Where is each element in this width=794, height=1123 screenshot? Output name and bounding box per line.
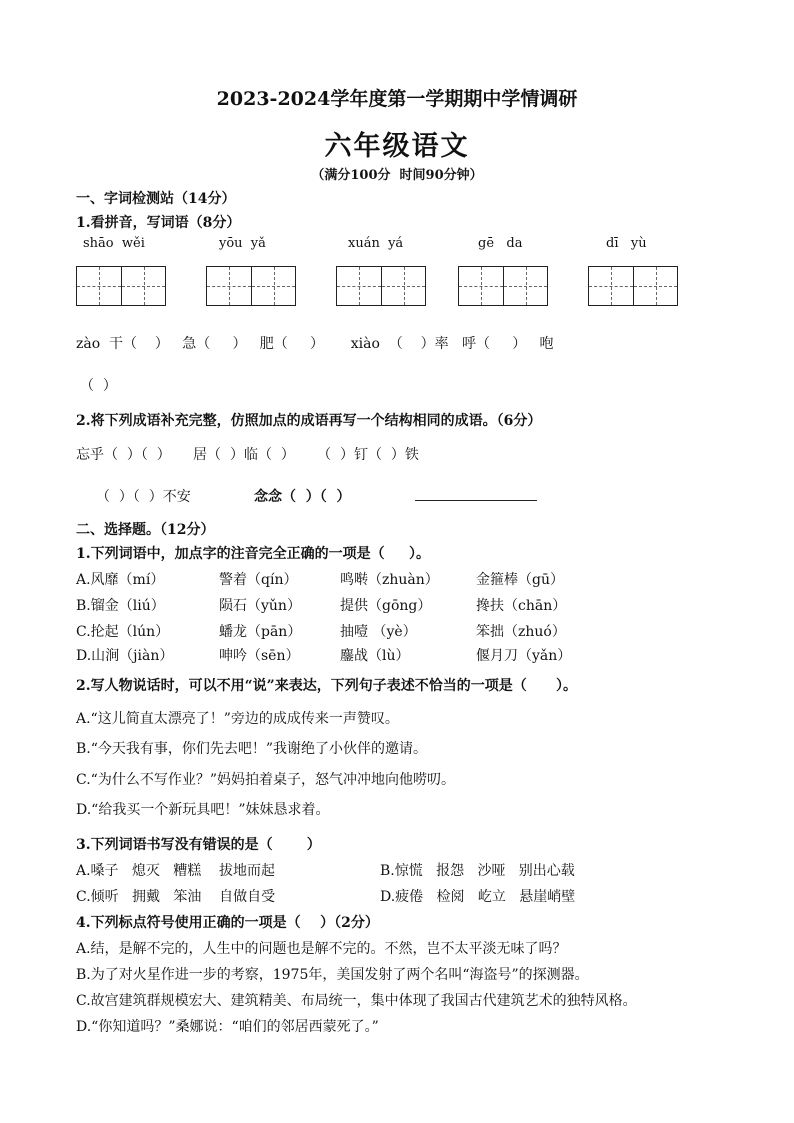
question-2-1-prompt: 1.下列词语中，加点字的注音完全正确的一项是（ ）。 <box>76 546 430 562</box>
polyphone-line-continued: （ ） <box>80 378 117 394</box>
question-2-3-prompt: 3.下列词语书写没有错误的是（ ） <box>76 837 321 853</box>
option-a-col4: 金箍棒（gū） <box>476 572 564 588</box>
option-a-col1: A.风靡（mí） <box>76 572 165 588</box>
option-b: B.惊慌 报怨 沙哑 别出心载 <box>380 863 575 879</box>
idiom-line-2b: 念念（ ）（ ） <box>254 489 351 505</box>
option-c: C.“为什么不写作业？”妈妈拍着桌子，怒气冲冲地向他唠叨。 <box>76 772 455 788</box>
option-d-col3: 鏖战（lù） <box>340 648 410 664</box>
subject-title: 六年级语文 <box>324 131 470 162</box>
option-c: C.倾听 拥戴 笨油 自做自受 <box>76 889 276 905</box>
exam-note: （满分100分 时间90分钟） <box>311 168 483 183</box>
option-b: B.“今天我有事，你们先去吧！”我谢绝了小伙伴的邀请。 <box>76 741 428 757</box>
pinyin-1: shāo wěi <box>83 236 145 251</box>
option-c-col3: 抽噎 （yè） <box>340 624 417 640</box>
option-b-col1: B.镏金（liú） <box>76 598 165 614</box>
pinyin-5: dī yù <box>606 236 647 251</box>
polyphone-line: zào 干（ ） 急（ ） 肥（ ） xiào （ ）率 呼（ ） 咆 <box>76 336 554 352</box>
option-d-col4: 偃月刀（yǎn） <box>476 648 572 664</box>
option-b-col4: 搀扶（chān） <box>476 598 567 614</box>
pinyin-2: yōu yǎ <box>219 236 266 251</box>
section-heading-1: 一、字词检测站（14分） <box>76 191 236 207</box>
option-a: A.结，是解不完的，人生中的问题也是解不完的。不然，岂不太平淡无味了吗？ <box>76 941 567 957</box>
option-d: D.疲倦 检阅 屹立 悬崖峭壁 <box>380 889 576 905</box>
idiom-line-1: 忘乎（ ）（ ） 居（ ）临（ ） （ ）钉（ ）铁 <box>76 447 419 463</box>
writing-grid-1[interactable] <box>76 266 166 306</box>
answer-blank-line[interactable] <box>415 500 537 501</box>
option-a-col3: 鸣啭（zhuàn） <box>340 572 439 588</box>
option-d-col1: D.山涧（jiàn） <box>76 648 174 664</box>
writing-grid-3[interactable] <box>336 266 426 306</box>
writing-grid-2[interactable] <box>206 266 296 306</box>
option-b: B.为了对火星作进一步的考察，1975年，美国发射了两个名叫“海盗号”的探测器。 <box>76 967 589 983</box>
question-2-4-prompt: 4.下列标点符号使用正确的一项是（ ）（2分） <box>76 915 379 931</box>
option-d: D.“你知道吗？”桑娜说：“咱们的邻居西蒙死了。” <box>76 1019 379 1035</box>
option-b-col3: 提供（gōng） <box>340 598 432 614</box>
option-b-col2: 陨石（yǔn） <box>219 598 301 614</box>
exam-title: 2023-2024学年度第一学期期中学情调研 <box>216 88 578 110</box>
pinyin-4: gē da <box>478 236 523 251</box>
option-a: A.“这儿简直太漂亮了！”旁边的成成传来一声赞叹。 <box>76 711 399 727</box>
idiom-line-2a: （ ）（ ）不安 <box>96 489 191 505</box>
question-1-2-prompt: 2.将下列成语补充完整，仿照加点的成语再写一个结构相同的成语。（6分） <box>76 413 542 429</box>
question-2-2-prompt: 2.写人物说话时，可以不用“说”来表达，下列句子表述不恰当的一项是（ ）。 <box>76 678 577 694</box>
question-1-1-prompt: 1.看拼音，写词语（8分） <box>76 215 241 231</box>
option-d: D.“给我买一个新玩具吧！”妹妹恳求着。 <box>76 802 330 818</box>
option-c-col2: 蟠龙（pān） <box>219 624 302 640</box>
option-c-col4: 笨拙（zhuó） <box>476 624 566 640</box>
option-a: A.嗓子 熄灭 糟糕 拔地而起 <box>76 863 276 879</box>
section-heading-2: 二、选择题。（12分） <box>76 522 215 538</box>
writing-grid-5[interactable] <box>588 266 678 306</box>
option-c-col1: C.抡起（lún） <box>76 624 170 640</box>
writing-grid-4[interactable] <box>458 266 548 306</box>
option-c: C.故宫建筑群规模宏大、建筑精美、布局统一，集中体现了我国古代建筑艺术的独特风格。 <box>76 993 637 1009</box>
pinyin-3: xuán yá <box>348 236 404 251</box>
option-a-col2: 警着（qín） <box>219 572 298 588</box>
option-d-col2: 呻吟（sēn） <box>219 648 300 664</box>
